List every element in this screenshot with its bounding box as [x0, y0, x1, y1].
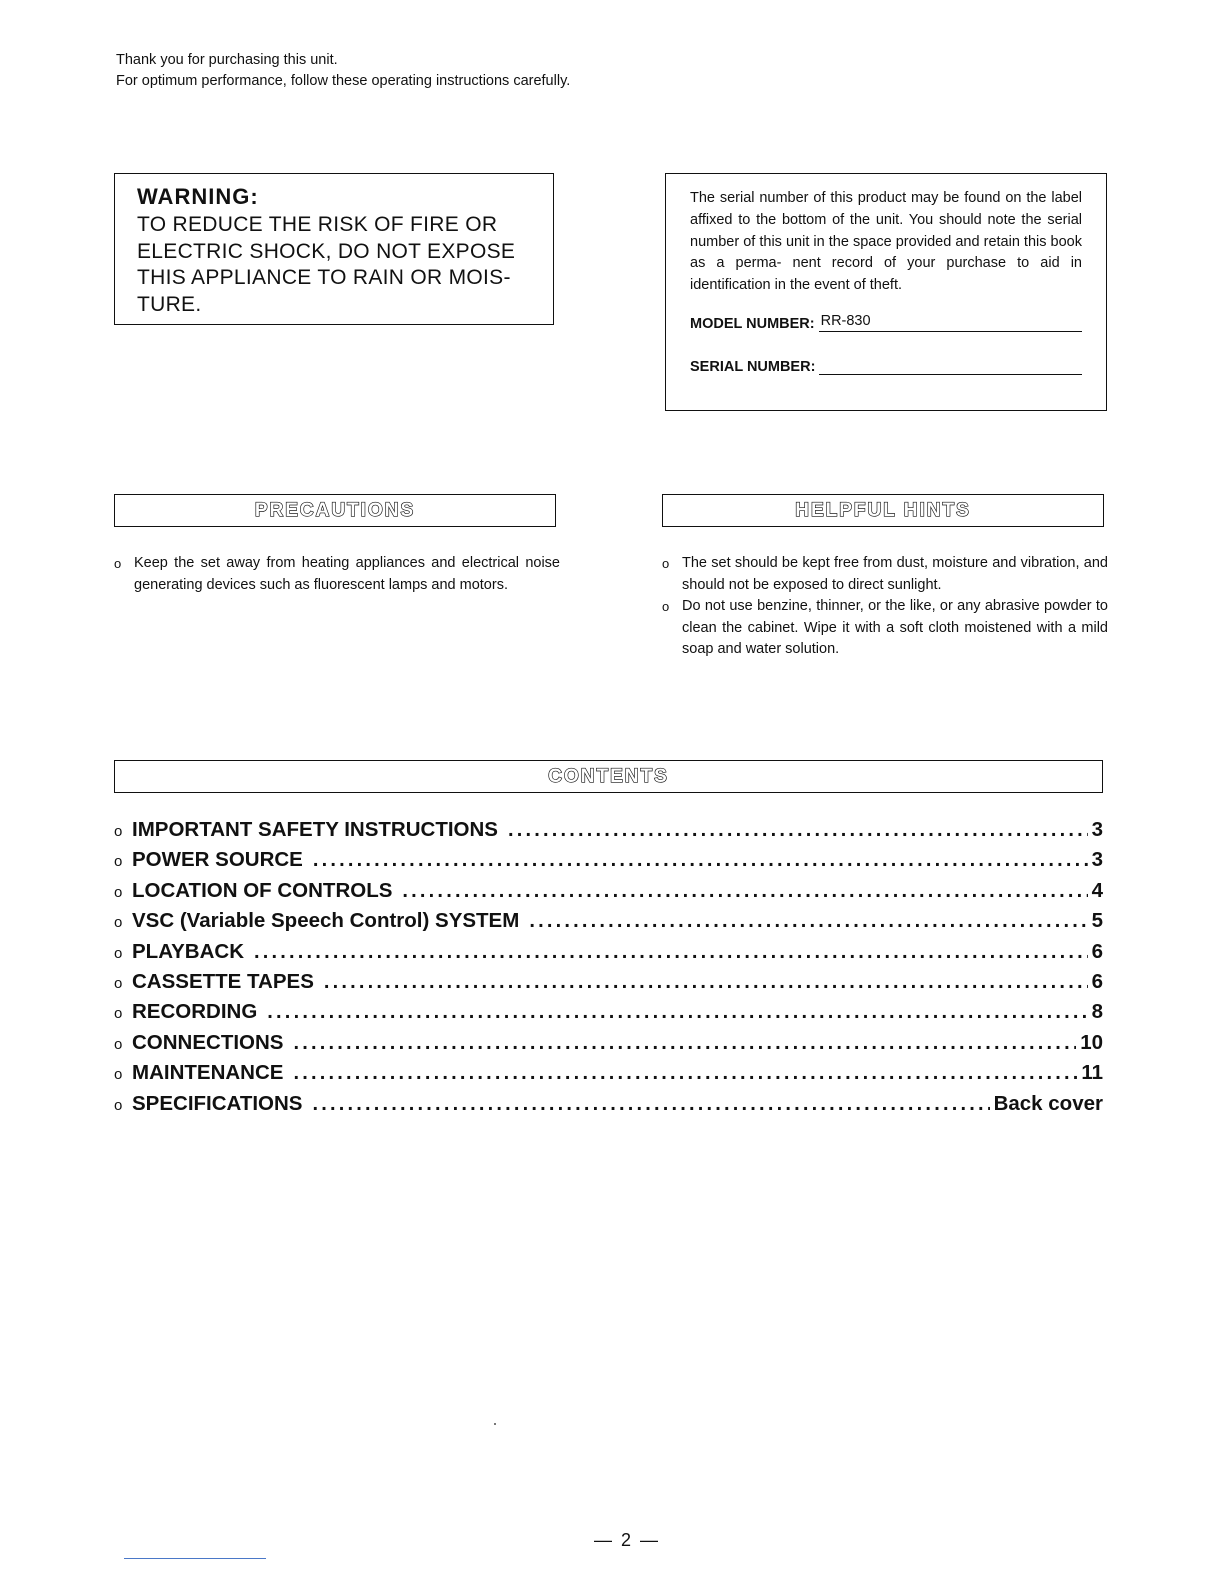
toc-entry[interactable]: [114, 997, 1103, 1027]
intro-line-1: Thank you for purchasing this unit.: [116, 52, 338, 68]
toc-dot-leader: [267, 997, 1087, 1027]
page-number: — 2 —: [594, 1530, 661, 1550]
intro-line-2: For optimum performance, follow these operating instructions carefully.: [116, 73, 571, 89]
warning-box: [114, 173, 554, 325]
toc-entry-label: VSC (Variable Speech Control) SYSTEM: [132, 909, 520, 933]
toc-entry[interactable]: [114, 967, 1103, 997]
table-of-contents: [114, 815, 1103, 1119]
bullet-icon: o: [114, 914, 123, 932]
toc-entry-label: POWER SOURCE: [132, 848, 303, 872]
contents-heading: CONTENTS: [548, 765, 669, 787]
toc-entry[interactable]: [114, 1089, 1103, 1119]
list-item-text: Keep the set away from heating appliances and electrical noise generating devices such as fluorescent lamps and motors.: [134, 555, 560, 593]
list-item: [662, 596, 1108, 661]
toc-entry-page: 5: [1091, 909, 1103, 933]
serial-number-row: [690, 354, 1082, 375]
toc-dot-leader: [312, 1089, 989, 1119]
toc-entry[interactable]: [114, 1058, 1103, 1088]
precautions-list: [114, 553, 560, 596]
toc-entry-label: IMPORTANT SAFETY INSTRUCTIONS: [132, 818, 498, 841]
serial-number-box: [665, 173, 1107, 411]
toc-entry[interactable]: [114, 1028, 1103, 1058]
toc-dot-leader: [529, 906, 1087, 936]
toc-dot-leader: [293, 1058, 1077, 1088]
serial-info-text: The serial number of this product may be found on the label affixed to the bottom of the unit. You should note the serial number of this unit in the space provided and retain this book as a perma- nent record of your purchase to aid in identification in the event of theft.: [690, 190, 1082, 294]
helpful-hints-heading: HELPFUL HINTS: [795, 499, 971, 521]
toc-entry-label: CASSETTE TAPES: [132, 969, 314, 993]
bullet-icon: o: [114, 1005, 123, 1023]
list-item-text: Do not use benzine, thinner, or the like, or any abrasive powder to clean the cabinet. Wipe it with a soft cloth moistened with a mild soap and water solution.: [682, 598, 1108, 657]
toc-entry-page: 6: [1091, 939, 1103, 963]
bullet-icon: o: [114, 1066, 123, 1084]
intro-text: [116, 50, 570, 92]
toc-entry-label: LOCATION OF CONTROLS: [132, 878, 393, 902]
model-number-field[interactable]: RR-830: [819, 311, 1082, 332]
toc-entry-label: SPECIFICATIONS: [132, 1091, 303, 1115]
bullet-icon: o: [662, 556, 670, 571]
toc-entry[interactable]: [114, 815, 1103, 845]
toc-dot-leader: [508, 815, 1088, 845]
list-item: [662, 553, 1108, 596]
toc-entry-page: 4: [1091, 878, 1103, 902]
toc-dot-leader: [254, 937, 1088, 967]
bullet-icon: o: [114, 974, 123, 992]
footer-rule: [124, 1558, 266, 1559]
bullet-icon: o: [114, 1096, 123, 1114]
toc-entry-label: MAINTENANCE: [132, 1061, 284, 1085]
toc-entry-page: 3: [1091, 848, 1103, 872]
list-item-text: The set should be kept free from dust, moisture and vibration, and should not be exposed to direct sunlight.: [682, 555, 1108, 593]
toc-entry-page: Back cover: [993, 1091, 1103, 1115]
toc-entry[interactable]: [114, 845, 1103, 875]
contents-heading-box: [114, 760, 1103, 793]
model-number-label: MODEL NUMBER:: [690, 315, 815, 332]
scan-speck: [494, 1423, 496, 1425]
bullet-icon: o: [662, 599, 670, 614]
toc-entry-label: CONNECTIONS: [132, 1030, 284, 1054]
toc-entry-page: 3: [1091, 818, 1103, 841]
toc-entry-label: PLAYBACK: [132, 939, 245, 963]
model-number-row: [690, 311, 1082, 332]
toc-dot-leader: [402, 876, 1087, 906]
helpful-hints-list: [662, 553, 1108, 661]
bullet-icon: o: [114, 556, 122, 571]
toc-entry[interactable]: [114, 937, 1103, 967]
toc-entry[interactable]: [114, 906, 1103, 936]
toc-dot-leader: [293, 1028, 1076, 1058]
bullet-icon: o: [114, 1035, 123, 1053]
toc-entry-page: 11: [1081, 1061, 1103, 1085]
toc-dot-leader: [324, 967, 1088, 997]
toc-entry[interactable]: [114, 876, 1103, 906]
precautions-heading-box: [114, 494, 556, 527]
serial-number-field[interactable]: [819, 354, 1082, 375]
toc-entry-page: 10: [1080, 1030, 1103, 1054]
list-item: [114, 553, 560, 596]
bullet-icon: o: [114, 853, 123, 871]
toc-entry-page: 8: [1091, 1000, 1103, 1024]
bullet-icon: o: [114, 823, 123, 840]
toc-dot-leader: [313, 845, 1088, 875]
bullet-icon: o: [114, 883, 123, 901]
helpful-hints-heading-box: [662, 494, 1104, 527]
toc-entry-label: RECORDING: [132, 1000, 258, 1024]
warning-text: TO REDUCE THE RISK OF FIRE OR ELECTRIC SHOCK, DO NOT EXPOSE THIS APPLIANCE TO RAIN OR MOIS- TURE.: [137, 213, 516, 316]
serial-number-label: SERIAL NUMBER:: [690, 358, 816, 375]
bullet-icon: o: [114, 944, 123, 962]
toc-entry-page: 6: [1091, 969, 1103, 993]
warning-title: WARNING:: [137, 184, 259, 209]
precautions-heading: PRECAUTIONS: [254, 499, 416, 521]
